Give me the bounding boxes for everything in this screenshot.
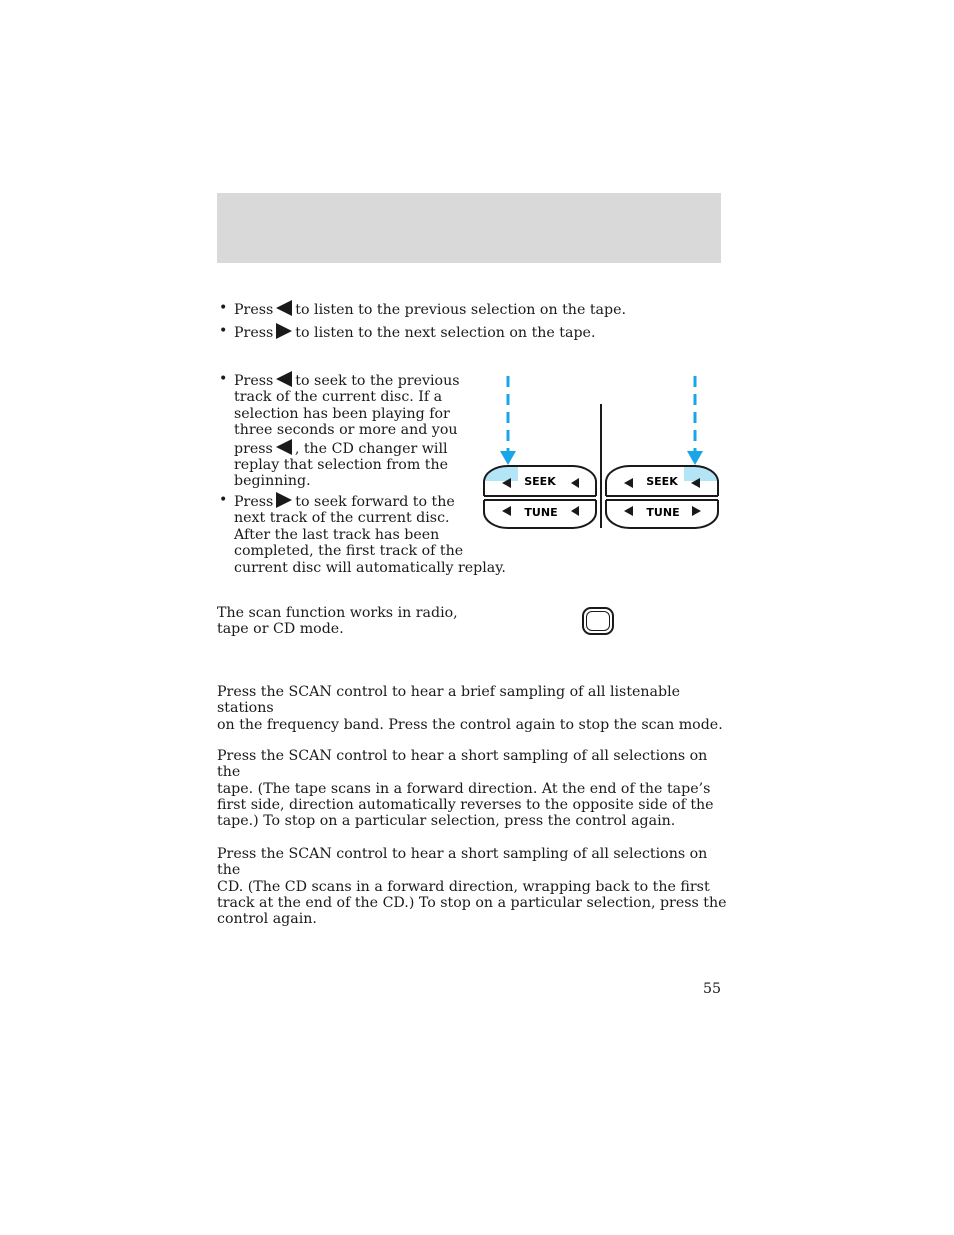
text-line: track at the end of the CD.) To stop on a particular selection, press the [217, 894, 727, 911]
scan-tape-paragraph [217, 748, 727, 829]
press-word: Press [234, 302, 274, 318]
press-word: Press [234, 325, 274, 341]
text-line: Press the SCAN control to hear a short sampling of all selections on the [217, 846, 708, 879]
page-number: 55 [702, 981, 721, 997]
text-line: Press the SCAN control to hear a brief sampling of all listenable stations [217, 684, 681, 717]
press-word: Press [234, 494, 274, 510]
right-tune-label: TUNE [646, 506, 680, 519]
scan-radio-paragraph [217, 684, 727, 733]
text-line [234, 492, 506, 510]
text-line: The scan function works in radio, [217, 605, 458, 621]
cd-bullet-next [234, 492, 506, 576]
forward-arrow-icon [276, 323, 292, 339]
text-line: tape or CD mode. [217, 621, 344, 638]
text-line: CD. (The CD scans in a forward direction, wrapping back to the first [217, 878, 710, 895]
text-line: replay that selection from the [234, 457, 449, 474]
text-line: After the last track has been [234, 526, 440, 543]
rewind-arrow-icon [276, 300, 292, 316]
bullet-dot: • [219, 323, 228, 339]
text-line: selection has been playing for [234, 405, 450, 422]
text-line: three seconds or more and you [234, 422, 458, 439]
bullet-text: to listen to the previous selection on the tape. [295, 302, 626, 318]
rewind-arrow-icon [276, 439, 292, 455]
text-line [234, 371, 460, 389]
left-seek-next-icon [571, 478, 579, 488]
bullet-dot: • [219, 371, 228, 387]
section-header-band [217, 193, 721, 263]
press-word: Press [234, 373, 274, 389]
right-tune-prev-icon [624, 506, 633, 516]
text-line: beginning. [234, 473, 311, 490]
text-line: tape.) To stop on a particular selection, press the control again. [217, 813, 676, 830]
right-seek-highlight [684, 466, 720, 496]
scan-control-icon [582, 607, 614, 635]
text-line: next track of the current disc. [234, 510, 450, 527]
line-text: , the CD changer will [294, 440, 448, 457]
right-tune-next-icon [692, 506, 701, 516]
rewind-arrow-icon [276, 371, 292, 387]
scan-intro [217, 605, 458, 638]
left-seek-label: SEEK [524, 475, 556, 488]
text-line: control again. [217, 911, 317, 928]
tape-bullet-previous [234, 300, 626, 318]
text-line: first side, direction automatically reverses to the opposite side of the [217, 796, 714, 813]
left-seek-highlight [484, 466, 518, 496]
text-line: tape. (The tape scans in a forward direction. At the end of the tape’s [217, 780, 711, 797]
left-arrowhead [500, 451, 516, 465]
text-line: completed, the first track of the [234, 543, 464, 560]
cd-bullet-previous [234, 371, 460, 490]
right-seek-label: SEEK [646, 475, 678, 488]
press-word: press [234, 440, 273, 457]
left-tune-next-icon [571, 506, 579, 516]
bullet-dot: • [219, 492, 228, 508]
seek-tune-diagram [480, 370, 730, 540]
forward-arrow-icon [276, 492, 292, 508]
text-line: on the frequency band. Press the control again to stop the scan mode. [217, 716, 723, 733]
line-text: to seek forward to the [295, 494, 455, 510]
tape-bullet-next [234, 323, 595, 341]
scan-cd-paragraph [217, 846, 727, 927]
bullet-text: to listen to the next selection on the tape. [295, 325, 596, 341]
bullet-dot: • [219, 300, 228, 316]
left-tune-label: TUNE [524, 506, 558, 519]
text-line: track of the current disc. If a [234, 389, 443, 406]
left-tune-prev-icon [502, 506, 511, 516]
right-seek-prev-icon [624, 478, 633, 488]
text-line: current disc will automatically replay. [234, 559, 506, 576]
text-line [234, 439, 460, 457]
text-line: Press the SCAN control to hear a short sampling of all selections on the [217, 748, 708, 781]
line-text: to seek to the previous [295, 373, 460, 389]
right-arrowhead [687, 451, 703, 465]
